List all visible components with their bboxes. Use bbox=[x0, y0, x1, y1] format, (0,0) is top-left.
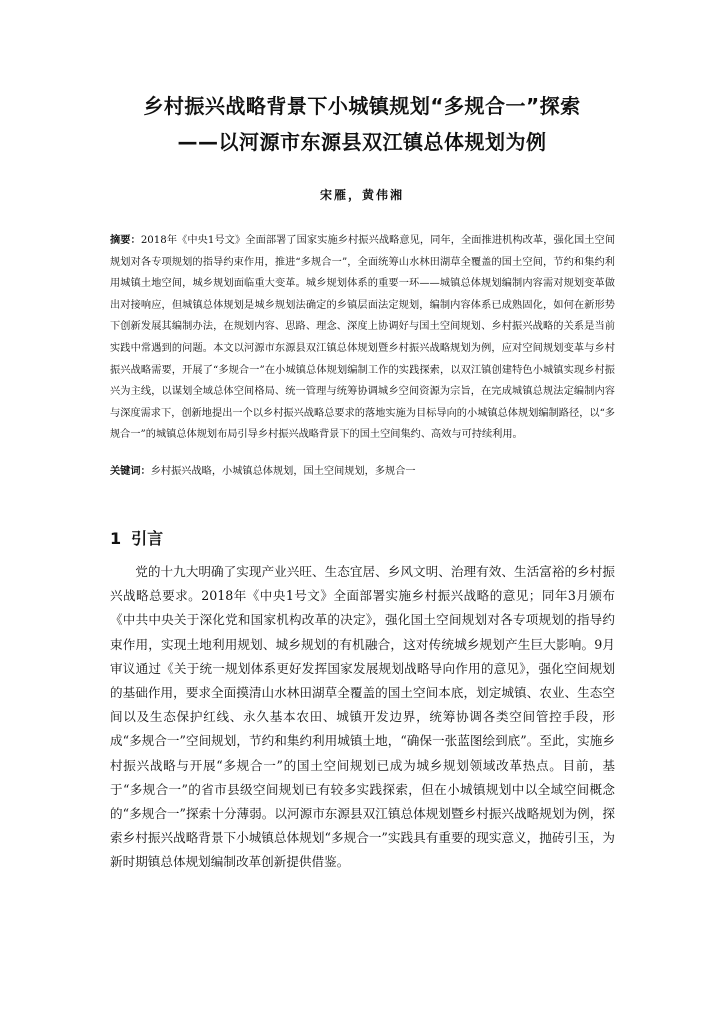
section-title: 引言 bbox=[131, 529, 164, 548]
section-heading bbox=[110, 526, 163, 549]
section-paragraph: 党的十九大明确了实现产业兴旺、生态宜居、乡风文明、治理有效、生活富裕的乡村振兴战略总要求。2018年《中央1号文》全面部署实施乡村振兴战略的意见；同年3月颁布《中共中央关于深化党和国家机构改革的决定》，强化国土空间规划对各专项规划的指导约束作用，实现土地利用规划、城乡规划的有机融合，这对传统城乡规划产生巨大影响。9月审议通过《关于统一规划体系更好发挥国家发展规划战略导向作用的意见》，强化空间规划的基础作用，要求全面摸清山水林田湖草全覆盖的国土空间本底，划定城镇、农业、生态空间以及生态保护红线、永久基本农田、城镇开发边界，统筹协调各类空间管控手段，形成“多规合一”空间规划，节约和集约利用城镇土地，“确保一张蓝图绘到底”。至此，实施乡村振兴战略与开展“多规合一”的国土空间规划已成为城乡规划领域改革热点。目前，基于“多规合一”的省市县级空间规划已有较多实践探索，但在小城镇规划中以全域空间概念的“多规合一”探索十分薄弱。以河源市东源县双江镇总体规划暨乡村振兴战略规划为例，探索乡村振兴战略背景下小城镇总体规划“多规合一”实践具有重要的现实意义，抛砖引玉，为新时期镇总体规划编制改革创新提供借鉴。 bbox=[110, 564, 615, 870]
abstract-block bbox=[110, 230, 615, 446]
keywords-block bbox=[110, 461, 615, 482]
paper-subtitle: ——以河源市东源县双江镇总体规划为例 bbox=[177, 130, 547, 154]
keywords-label: 关键词： bbox=[110, 465, 151, 477]
section-number: 1 bbox=[110, 529, 122, 548]
keywords-text: 乡村振兴战略，小城镇总体规划，国土空间规划，多规合一 bbox=[150, 466, 416, 477]
abstract-text: 2018年《中央1号文》全面部署了国家实施乡村振兴战略意见，同年，全面推进机构改革，强化国土空间规划对各专项规划的指导约束作用，推进“多规合一”，全面统筹山水林田湖草全覆盖的国土空间，节约和集约利用城镇土地空间，城乡规划面临重大变革。城乡规划体系的重要一环——城镇总体规划编制内容需对规划变革做出对接响应，但城镇总体规划是城乡规划法确定的乡镇层面法定规划，编制内容体系已成熟固化，如何在新形势下创新发展其编制办法，在规划内容、思路、理念、深度上协调好与国土空间规划、乡村振兴战略的关系是当前实践中常遇到的问题。本文以河源市东源县双江镇总体规划暨乡村振兴战略规划为例，应对空间规划变革与乡村振兴战略需要，开展了“多规合一”在小城镇总体规划编制工作的实践探索，以双江镇创建特色小城镇实现乡村振兴为主线，以谋划全域总体空间格局、统一管理与统筹协调城乡空间资源为宗旨，在完成城镇总规法定编制内容与深度需求下，创新地提出一个以乡村振兴战略总要求的落地实施为目标导向的小城镇总体规划编制路径，以“多规合一”的城镇总体规划布局引导乡村振兴战略背景下的国土空间集约、高效与可持续利用。 bbox=[110, 235, 616, 441]
paper-title: 乡村振兴战略背景下小城镇规划“多规合一”探索 bbox=[143, 94, 581, 118]
abstract-label: 摘要： bbox=[110, 234, 141, 246]
paper-authors: 宋雁，黄伟湘 bbox=[319, 188, 404, 202]
